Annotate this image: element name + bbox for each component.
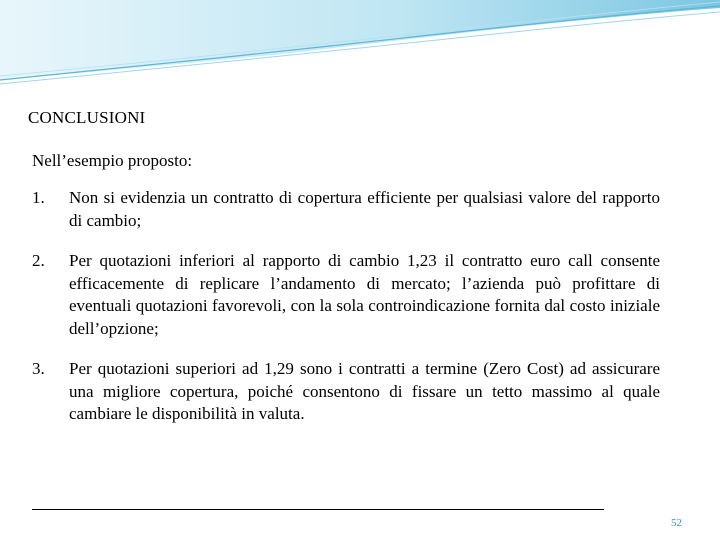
list-item (32, 187, 660, 232)
list-item-number: 3. (32, 359, 45, 378)
slide-title: CONCLUSIONI (28, 108, 146, 127)
list-item (32, 358, 660, 426)
list-item-number: 2. (32, 251, 45, 270)
footer-rule (32, 509, 604, 510)
page-number: 52 (671, 517, 682, 529)
list-item (32, 250, 660, 340)
list-item-number: 1. (32, 188, 45, 207)
list-item-text: Per quotazioni inferiori al rapporto di cambio 1,23 il contratto euro call consente efficacemente di replicare l’andamento di mercato; l’azienda può profittare di eventuali quotazioni favorevoli, con la sola controindicazione fornita dal costo iniziale dell’opzione; (69, 251, 660, 338)
list-item-text: Non si evidenzia un contratto di copertura efficiente per qualsiasi valore del rapporto di cambio; (69, 188, 660, 230)
conclusion-list (32, 187, 660, 444)
header-wave-decoration (0, 0, 720, 90)
list-item-text: Per quotazioni superiori ad 1,29 sono i contratti a termine (Zero Cost) ad assicurare una migliore copertura, poiché consentono di fissare un tetto massimo al quale cambiare le disponibilità in valuta. (69, 359, 660, 423)
intro-text: Nell’esempio proposto: (32, 151, 193, 170)
